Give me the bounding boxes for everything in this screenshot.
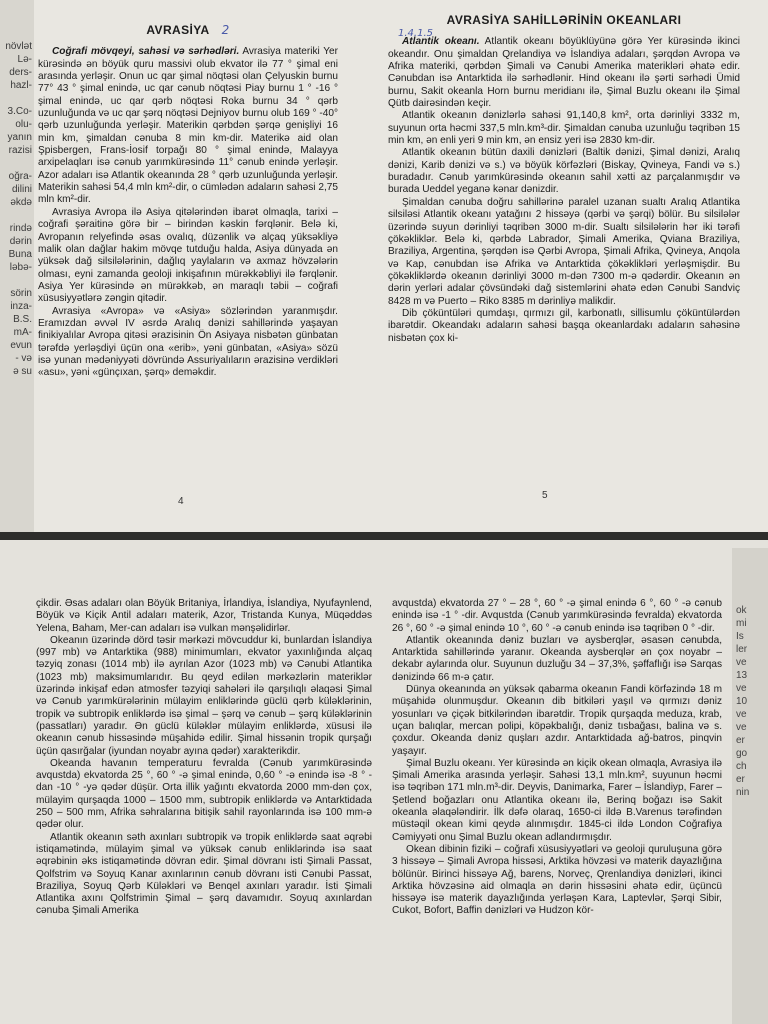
edge-fragment [0,209,34,222]
edge-fragment: ve [736,657,747,668]
page-5-paragraph-2: Atlantik okeanın dənizlərlə sahəsi 91,140,8 km², orta dərinliyi 3332 m, suyunun orta həcmi 337,5 mln.km³-dir. Şimaldan cənuba uzunluğu təqribən 15 min km, ən enli yeri 9 min km, ən ensiz yeri isə 2830 km-dir. [388,110,740,147]
right-edge-next-page [732,548,768,1024]
page-6-paragraph-2: Okeanın üzərində dörd təsir mərkəzi mövcuddur ki, bunlardan İslandiya (997 mb) və Antarktika (988) minimumları, ekvator yaxınlığında alçaq təzyiq zonası (1014 mb) ilə ayrılan Azor (1023 mb) və Cənubi Atlantika (1023 mb) maksimumlarıdır. Bu qeyd edilən mərkəzlərin materiklər üzərində inkişaf edən atmosfer təzyiqi sahələri ilə qarşılıqlı əlaqəsi Şimal və Cənub yarımkürələrinin mülayim enliklərində güclü qərb küləklərinin, tropik və subtropik enliklərdə isə şimal – şərq və cənub – şərq küləklərinin (passatları) yaradır. Ən güclü küləklər mülayim enliklərdə, xüsusi ilə okeanın cənub hissəsində müşahidə edilir. Şimal hissənin tropik qurşağı üçün qasırğalar (iyundan noyabr ayına qədər) xarakterikdir. [36,634,372,757]
handwritten-page-note: 2 [221,23,230,37]
page-4 [38,24,338,380]
edge-fragment: ok [736,605,747,616]
edge-fragment: 13 [736,670,748,681]
edge-fragment: Is [736,631,744,642]
handwritten-note: 1.4.1.5 [398,28,433,39]
left-edge-fragments [0,0,34,378]
page-4-paragraph-1 [38,46,338,206]
edge-fragment: dərin [9,236,32,247]
paragraph-text: Atlantik okeanı böyüklüyünə görə Yer kürəsində ikinci okeandır. Onu şimaldan Qrelandiya və İslandiya adaları, şərqdən Avropa və Afrika materiki, qərbdən Şimali və Cənubi Amerika materikləri əhatə edir. Cənubdan isə Antarktida ilə sərhədlənir. Hind okeanı ilə şərti sərhədi Ümid burnu, Sakit okeanla Horn burnu meridianı ilə, Şimal Buzlu okeanı ilə Şimal Qütb dairəsindən keçir. [388,36,740,110]
section-lead: Coğrafi mövqeyi, sahəsi və sərhədləri. [52,46,240,58]
edge-fragment: rində [9,223,32,234]
edge-fragment: növlət [5,41,32,52]
page-5-paragraph-5: Dib çöküntüləri qumdaşı, qırmızı gil, karbonatlı, sillisumlu çöküntülərdən ibarətdir. Okeandakı adaların sahəsi başqa okeanlardakı adaların sahəsinə nisbətən çox ki- [388,307,740,344]
edge-fragment [0,274,34,287]
edge-fragment: ve [736,722,747,733]
right-edge-fragments [732,548,768,799]
edge-fragment: er [736,735,745,746]
edge-fragment: əkdə [10,197,32,208]
edge-fragment: yanın [7,132,32,143]
left-edge-previous-page [0,0,34,532]
page-number-5: 5 [542,490,548,501]
page-7-paragraph-4: Şimal Buzlu okeanı. Yer kürəsində ən kiçik okean olmaqla, Avrasiya ilə Şimali Amerika arasında yerləşir. Sahəsi 13,1 mln.km², suyunun həcmi isə təqribən 171 mln.m³-dir. Deyvis, Danimarka, Farer – İslandiyp, Farer – Şetlend boğazları onu Atlantika okeanı ilə, Berinq boğazı isə Sakit okeanla əlaqələndirir. İlk dəfə olaraq, 1650-ci ildə B.Varenus tərəfindən müstəqil okean kimi qeydə alınmışdır. 1845-ci ildə London Coğrafiya Cəmiyyəti onu Şimal Buzlu okean adlandırmışdır. [392,757,722,843]
edge-fragment: - və [15,353,32,364]
page-5-paragraph-3: Atlantik okeanın bütün daxili dənizləri (Baltik dənizi, Şimal dənizi, Aralıq dənizi, Karib dənizi və s.) və böyük körfəzləri (Biskay, Qvineya, Fandi və s.) buradadır. Cənub yarımkürəsində okeanın sahil xətti az parçalanmışdır və burada Ueddel yeganə kənar dənizdir. [388,147,740,196]
page-5-heading [388,14,740,26]
spread-divider [0,532,768,540]
page-7 [392,598,722,918]
edge-fragment: sörin [10,288,32,299]
page-5-paragraph-1 [388,36,740,110]
edge-fragment: Lə- [17,54,32,65]
page-4-paragraph-3: Avrasiya «Avropa» və «Asiya» sözlərindən yaranmışdır. Eramızdan əvvəl IV əsrdə Aralıq dənizi sahillərində yaşayan finikiyalılar Avropa qitəsi ərazisinin Ön Asiyaya nisbətən günbatan tərəfdə yerləşdiyi üçün ona «erib», yəni günbatan, «Asiya» sözü isə yunan mədəniyyəti dövründə Assuriyalıların ərazisinə verdikləri «asu», yəni «günçıxan, şərq» deməkdir. [38,305,338,379]
edge-fragment: ch [736,761,747,772]
edge-fragment [0,92,34,105]
page-5-title: AVRASİYA SAHİLLƏRİNİN OKEANLARI [446,13,682,27]
edge-fragment: ve [736,709,747,720]
section-lead: Atlantik okeanı. [402,36,480,48]
edge-fragment: ə su [13,366,32,377]
edge-fragment: ve [736,683,747,694]
page-5 [388,14,740,345]
edge-fragment: inza- [10,301,32,312]
edge-fragment: 10 [736,696,748,707]
edge-fragment: 3.Co- [7,106,32,117]
edge-fragment: oğra- [8,171,32,182]
page-7-paragraph-3: Dünya okeanında ən yüksək qabarma okeanın Fandi körfəzində 18 m müşahidə olunmuşdur. Okeanın dib bitkiləri yaşıl və qırmızı dəniz yosunları və çiçək bitkilərindən ibarətdir. Tropik qurşaqda meduza, krab, uçan balıqlar, mercan polipi, köpəkbalığı, dəniz tısbağası, balina və s. çoxdur. Okeanda dəniz quşları azdır. Antarktidada ağ-batros, pinqvin yaşayır. [392,684,722,757]
page-5-paragraph-4: Şimaldan cənuba doğru sahillərinə paralel uzanan sualtı Aralıq Atlantika silsiləsi Atlantik okeanı yatağını 2 hissəyə (qərbi və şərqi) bölür. Bu silsilələr üzərində suyun dərinliyi təqribən 3000 m-dir. Sualtı silsilələrin hər iki tərəfi çökəkliklər. Belə ki, qərbdə Labrador, Şimali Amerika, Qviana Braziliya, Braziliya, Argentina, şərqdən isə Qərbi Avropa, Şimali Afrika, Qvineya, Anqola və Kap, cənubdan isə Afrika və Antarktida çökəklikləri yerləşmişdir. Bu çökəkliklərdə okeanın dərinliyi 3000 m-dən 7300 m-ə qədərdir. Okeanın ən dərin yerləri adalar çövsündəki dağ sistemlərini əhatə edən Cənubi Sandviç 8428 m və Puerto – Riko 8385 m dərinliyə malikdir. [388,196,740,307]
edge-fragment [0,157,34,170]
edge-fragment: olu- [15,119,32,130]
edge-fragment: Buna [8,249,32,260]
page-4-paragraph-2: Avrasiya Avropa ilə Asiya qitələrindən ibarət olmaqla, tarixi – coğrafi şəraitinə görə bir – birindən kəskin fərqlənir. Belə ki, Avropanın relyefində əsas ovalıq, düzənlik və alçaq yüksəkliyə malik olan dağlar hakim mövqe tutduğu halda, Asiya dünyada ən yüksək dağ silsilələrinin, dağlıq yaylaların və axmaz hövzələrin olması, eyni zamanda geoloji inkişafının mürəkkəbliyi ilə fərqlənir. Asiya Yer kürəsində ən mürəkkəb, ən maraqlı təbii – coğrafi xüsusiyyətlərə zəngin qitədir. [38,206,338,305]
edge-fragment: mA- [13,327,32,338]
edge-fragment: ders- [9,67,32,78]
edge-fragment: nin [736,787,750,798]
page-number-4: 4 [178,496,184,507]
paragraph-text: Avrasiya materiki Yer kürəsində ən böyük quru massivi olub ekvator ilə 77 ° şimal eni arasında yerləşir. Onun uc qar şimal nöqtəsi olan Çelyuskin burnu 77° 43 ° şimal enində, uc qar cənub nöqtəsi Piay burnu 1 ° -16 ° şimal enində, uc qar qərb nöqtəsi Roka burnu 34 ° qərb uzunluğunda və uc qar şərq nöqtəsi Dejniyov burnu olub 169 ° -40° qərb uzunluğunda yerləşir. Materikin qərbdən şərqə genişliyi 16 min km, şimaldan cənuba 8 min km-dir. Materikə aid olan Şpisbergen, Frans-İosif torpağı 80 ° şimal enində, Malayya arxipelaqları isə cənub yarımkürəsində 11° cənub enində yerləşir. Azor adaları isə Atlantik okeanında 28 ° qərb uzunluğunda yerləşir. Materikin sahəsi 54,4 mln km²-dir, o cümlədən adaların sahəsi 2,75 mln km²-dir. [38,46,338,206]
edge-fragment: razisi [8,145,32,156]
edge-fragment: hazl- [10,80,32,91]
page-7-paragraph-2: Atlantik okeanında dəniz buzları və aysberqlər, əsasən cənubda, Antarktida sahillərində yaranır. Okeanda aysberqlər ən çox noyabr – dekabr aylarında olur. Suyunun duzluğu 34 – 37,3%, şəffaflığı isə Sarqas dənizində 66 m-ə çatır. [392,634,722,683]
edge-fragment: ləbə- [9,262,32,273]
edge-fragment: er [736,774,745,785]
page-6-paragraph-4: Atlantik okeanın səth axınları subtropik və tropik enliklərdə saat əqrəbi istiqamətində, mülayim şimal və yüksək cənub enliklərində isə saat əqrəbinin əks istiqamətində dövran edir. Şimal dövranı isti Şimali Passat, Qolfstrim və Soyuq Kanar axınlarının cənub dövranı isti Cənubi Passat, Braziliya, Soyuq Qərb Küləkləri və Benqel axınları yaradır. İsti Şimali Atlantika axını Qolfstrimin Şimal – şərq davamıdır. Soyuq axınlardan cənuba Şimali Amerika [36,831,372,917]
page-4-title: AVRASİYA [146,23,210,37]
page-7-paragraph-5: Okean dibinin fiziki – coğrafi xüsusiyyətləri və geoloji quruluşuna görə 3 hissəyə – Şimali Avropa hissəsi, Arktika hövzəsi və materik dayazlığına bölünür. Birinci hissəyə Ağ, barens, Norveç, Qrenlandiya dənizləri, ikinci Arktika hövzəsinə aid olmaqla ən dərin hissəsini əhatə edir, üçüncü hissəyə isə materik dayazlığında yerləşən Kara, Laptevlər, Şərqi Sibir, Cukot, Bofort, Baffin dənizləri və Hudzon kör- [392,843,722,917]
edge-fragment: ler [736,644,748,655]
edge-fragment: evun [10,340,32,351]
page-6-paragraph-3: Okeanda havanın temperaturu fevralda (Cənub yarımkürəsində avqustda) ekvatorda 25 °, 60 ° -ə şimal enində, 0,60 ° -ə enində isə -8 ° -dan -10 ° -yə qədər düşür. Orta illik yağıntı ekvatorda 2000 mm-dən çox, mülayim qurşaqda 1000 – 1500 mm, subtropik enliklərdə və Antarktidada 250 – 500 mm, Afrika səhralarına bitişik sahil rayonlarında isə 100 mm-ə qədər olur. [36,757,372,831]
edge-fragment: B.S. [13,314,32,325]
edge-fragment: mi [736,618,747,629]
page-7-paragraph-1: avqustda) ekvatorda 27 ° – 28 °, 60 ° -ə şimal enində 6 °, 60 ° -ə cənub enində isə -1 ° -dir. Avqustda (Cənub yarımkürəsində fevralda) ekvatorda 26 °, 60 ° -ə şimal enində 10 °, 60 ° -ə cənub enində isə təqribən 0 ° -dir. [392,598,722,634]
page-6 [36,598,372,918]
page-4-heading [38,24,338,36]
edge-fragment: go [736,748,748,759]
edge-fragment: dilini [11,184,32,195]
page-6-paragraph-1: çikdir. Əsas adaları olan Böyük Britaniya, İrlandiya, İslandiya, Nyufaynlend, Böyük və Kiçik Antil adaları materik, Azor, Tristanda Kunya, Müqəddəs Yelena, Baham, Mer-can adaları isə vulkan mənşəlidirlər. [36,598,372,634]
